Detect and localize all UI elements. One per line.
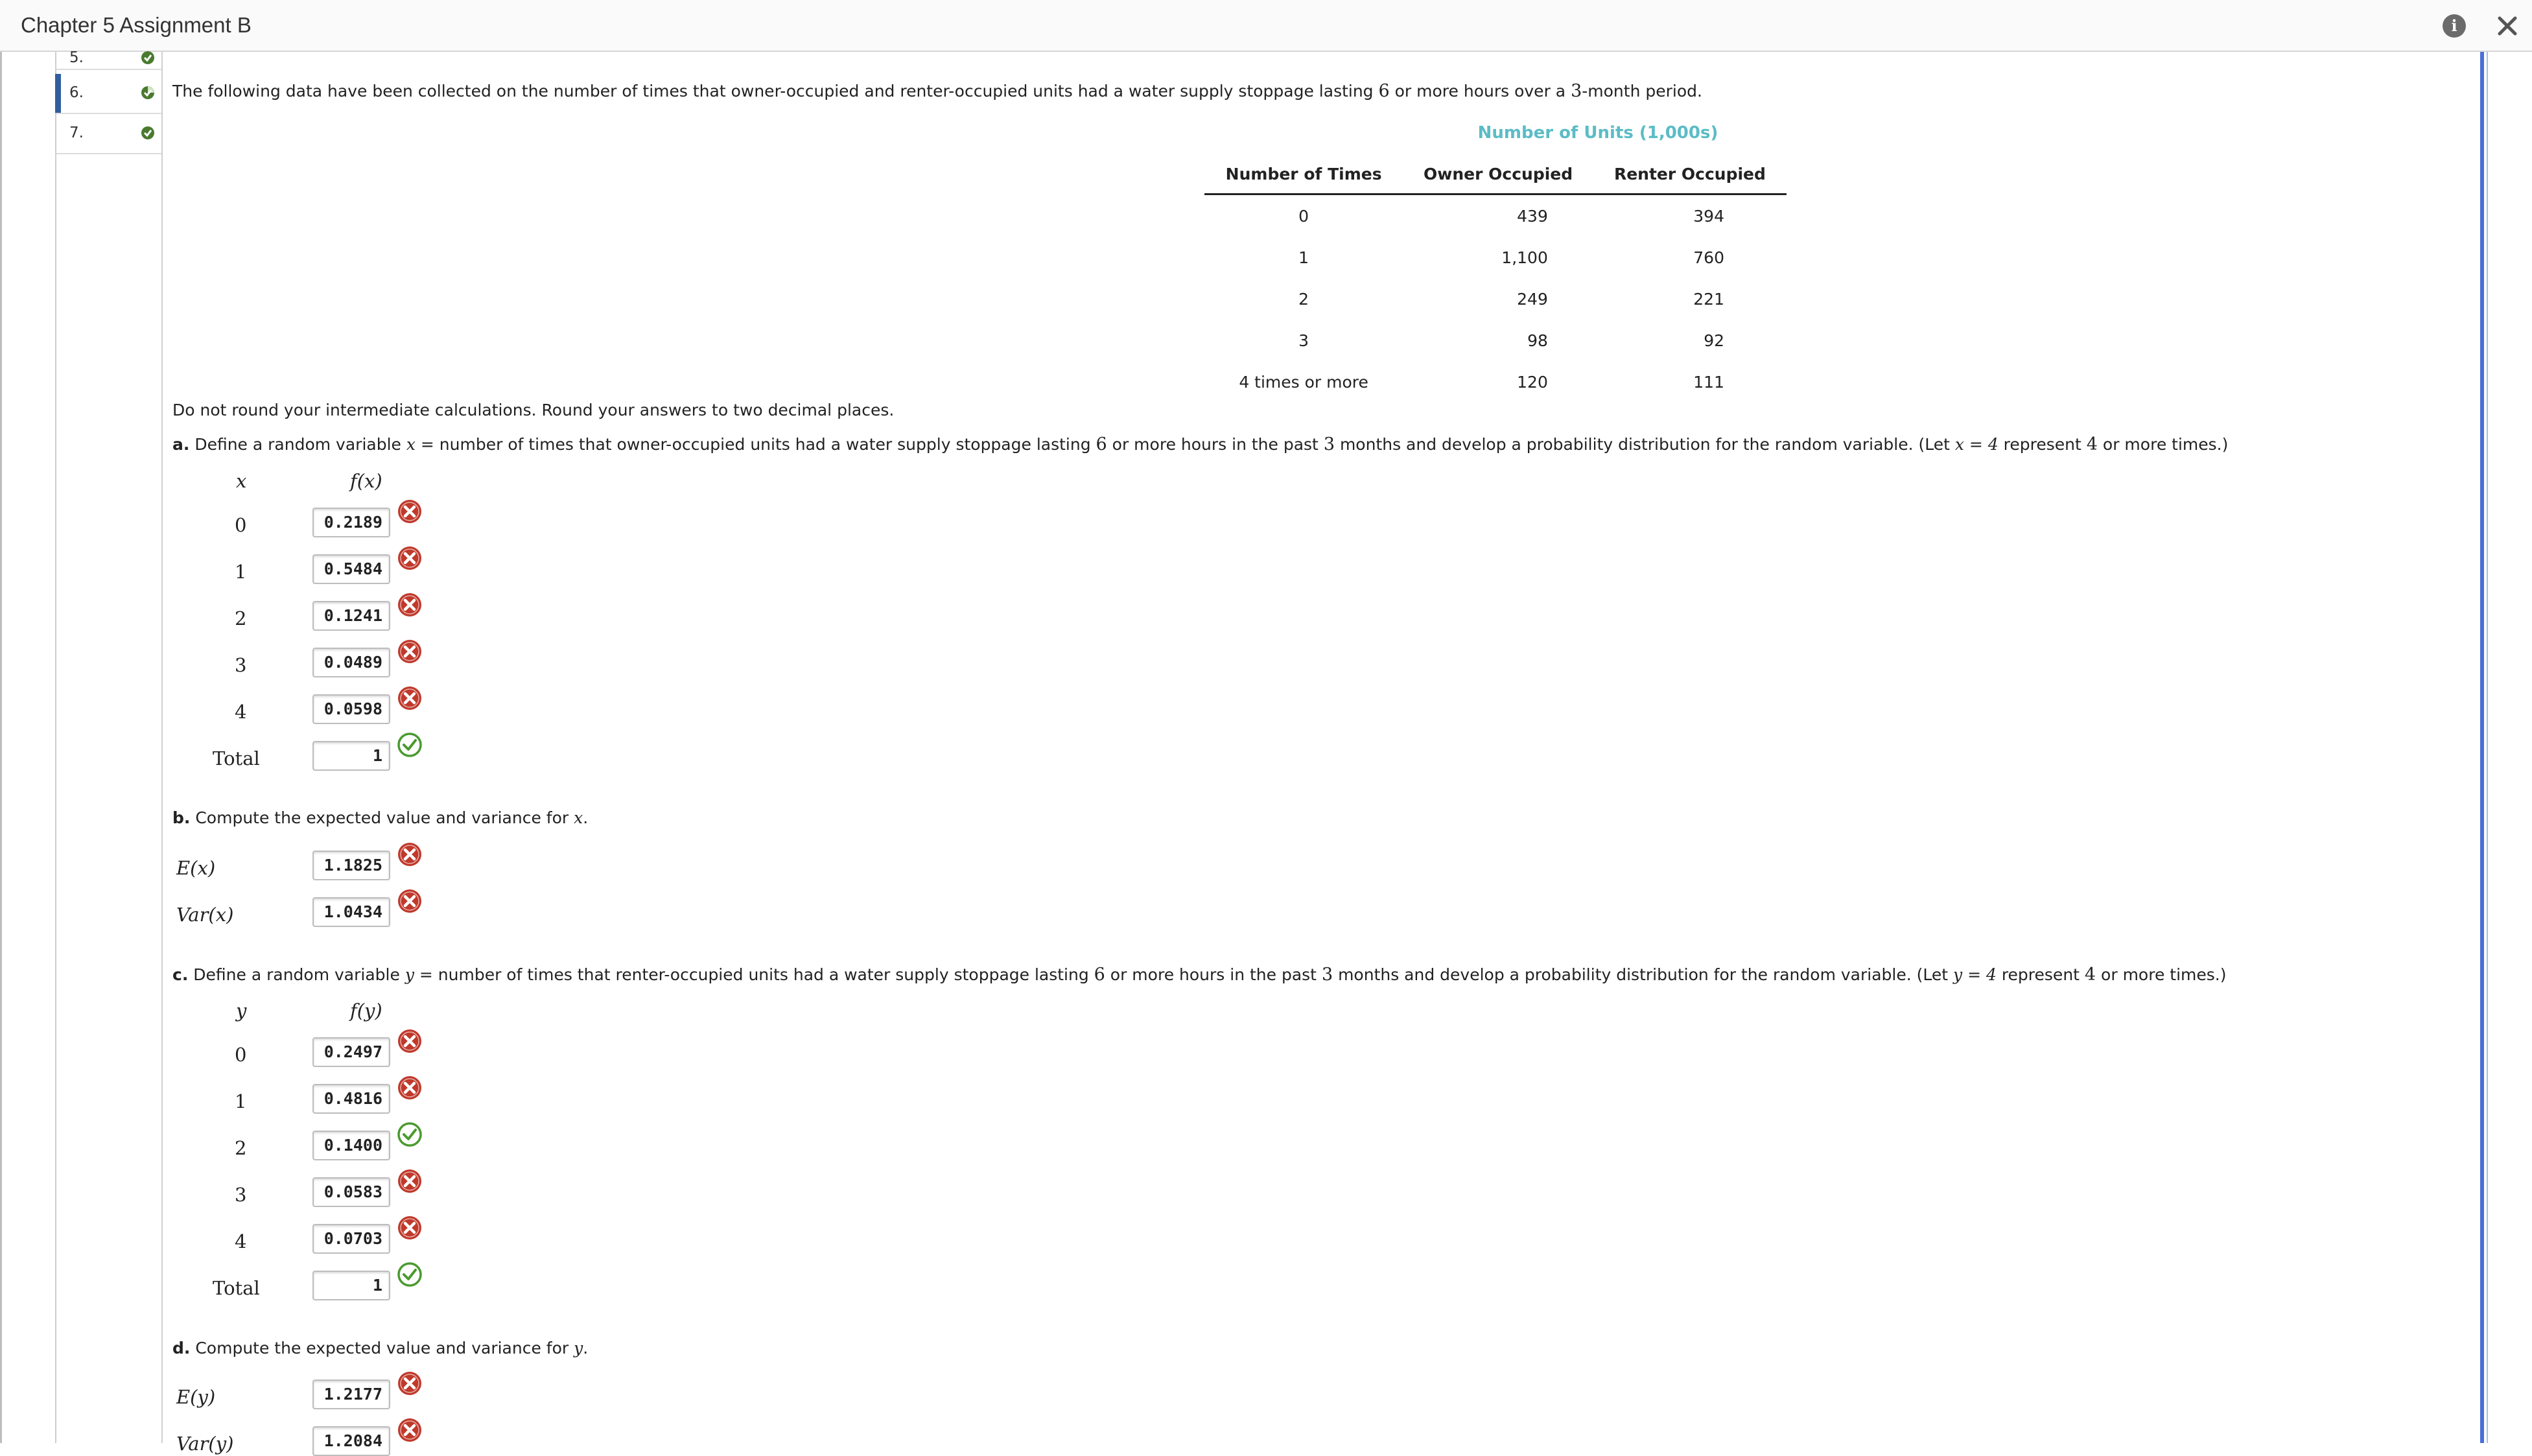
table-cell: 98 bbox=[1527, 331, 1548, 350]
row-label: 0 bbox=[235, 1044, 247, 1066]
table-caption: Number of Units (1,000s) bbox=[1477, 123, 1718, 143]
incorrect-x-icon bbox=[397, 1028, 423, 1054]
row-label: Total bbox=[213, 747, 260, 769]
part-c-prompt: c. Define a random variable y = number of times that renter-occupied units had a water supply stoppage lasting 6 or more hours in the past 3 months and develop a probability distribution for the random variable. (Let y = 4 represent 4 or more times.) bbox=[172, 965, 2227, 985]
table-row bbox=[1204, 361, 1787, 403]
answer-input[interactable]: 0.0703 bbox=[312, 1224, 390, 1254]
nav-item-7[interactable] bbox=[56, 114, 161, 154]
column-header: Number of Times bbox=[1204, 154, 1403, 194]
correct-check-icon bbox=[397, 732, 423, 758]
table-row bbox=[1204, 320, 1787, 361]
row-label: E(x) bbox=[176, 857, 216, 879]
complete-check-icon bbox=[141, 126, 155, 140]
answer-input[interactable]: 1.2177 bbox=[312, 1380, 390, 1409]
answer-input[interactable]: 0.2189 bbox=[312, 508, 390, 537]
row-label: 3 bbox=[235, 654, 247, 676]
question-nav bbox=[55, 49, 163, 1443]
instructions: Do not round your intermediate calculations. Round your answers to two decimal places. bbox=[172, 401, 895, 419]
row-label: 3 bbox=[235, 1184, 247, 1206]
incorrect-x-icon bbox=[397, 499, 423, 524]
column-label-fy: f(y) bbox=[350, 1000, 382, 1022]
info-icon[interactable]: i bbox=[2443, 14, 2466, 38]
part-b-prompt: b. Compute the expected value and variance for x. bbox=[172, 808, 589, 827]
answer-input[interactable]: 0.1241 bbox=[312, 601, 390, 631]
nav-item-5[interactable] bbox=[56, 30, 161, 70]
part-a-prompt: a. Define a random variable x = number of times that owner-occupied units had a water supply stoppage lasting 6 or more hours in the past 3 months and develop a probability distribution for the random variable. (Let x = 4 represent 4 or more times.) bbox=[172, 434, 2229, 454]
table-cell: 1 bbox=[1298, 248, 1309, 267]
table-cell: 120 bbox=[1517, 372, 1548, 392]
column-label-fx: f(x) bbox=[350, 470, 382, 492]
incorrect-x-icon bbox=[397, 592, 423, 618]
incorrect-x-icon bbox=[397, 1370, 423, 1396]
answer-input[interactable]: 1 bbox=[312, 741, 390, 771]
question-intro: The following data have been collected on the number of times that owner-occupied and renter-occupied units had a water supply stoppage lasting 6 or more hours over a 3-month period. bbox=[172, 81, 1702, 101]
nav-item-label: 6. bbox=[69, 84, 84, 101]
answer-input[interactable]: 0.2497 bbox=[312, 1037, 390, 1067]
data-table bbox=[1204, 154, 1787, 403]
correct-check-icon bbox=[397, 1262, 423, 1287]
table-cell: 760 bbox=[1693, 248, 1724, 267]
part-d-prompt: d. Compute the expected value and variance for y. bbox=[172, 1339, 589, 1357]
table-row bbox=[1204, 194, 1787, 237]
answer-input[interactable]: 0.0598 bbox=[312, 694, 390, 724]
nav-item-label: 7. bbox=[69, 124, 84, 141]
title-bar bbox=[0, 0, 2532, 52]
answer-input[interactable]: 0.0489 bbox=[312, 648, 390, 677]
column-label-y: y bbox=[236, 1000, 247, 1022]
row-label: E(y) bbox=[176, 1386, 216, 1408]
table-cell: 249 bbox=[1517, 289, 1548, 309]
answer-input[interactable]: 1.1825 bbox=[312, 851, 390, 880]
row-label: 1 bbox=[235, 561, 247, 583]
table-cell: 92 bbox=[1704, 331, 1724, 350]
table-row bbox=[1204, 237, 1787, 278]
incorrect-x-icon bbox=[397, 1075, 423, 1101]
table-cell: 221 bbox=[1693, 289, 1724, 309]
row-label: 4 bbox=[235, 1230, 247, 1252]
row-label: 2 bbox=[235, 1137, 247, 1159]
nav-item-6[interactable] bbox=[56, 74, 161, 114]
incorrect-x-icon bbox=[397, 888, 423, 914]
nav-item-label: 5. bbox=[69, 49, 84, 66]
table-cell: 2 bbox=[1298, 289, 1309, 309]
table-cell: 394 bbox=[1693, 206, 1724, 226]
question-content bbox=[172, 52, 2474, 1455]
window-left-border bbox=[0, 52, 2, 1443]
table-cell: 3 bbox=[1298, 331, 1309, 350]
incorrect-x-icon bbox=[397, 545, 423, 571]
incorrect-x-icon bbox=[397, 841, 423, 867]
row-label: 0 bbox=[235, 514, 247, 536]
row-label: 1 bbox=[235, 1090, 247, 1112]
complete-check-icon bbox=[141, 51, 155, 65]
table-cell: 111 bbox=[1693, 372, 1724, 392]
answer-input[interactable]: 1.0434 bbox=[312, 897, 390, 927]
table-cell: 4 times or more bbox=[1239, 372, 1368, 392]
table-cell: 0 bbox=[1298, 206, 1309, 226]
incorrect-x-icon bbox=[397, 639, 423, 664]
table-cell: 1,100 bbox=[1501, 248, 1548, 267]
table-row bbox=[1204, 278, 1787, 320]
incorrect-x-icon bbox=[397, 685, 423, 711]
row-label: Var(x) bbox=[176, 904, 234, 926]
column-label-x: x bbox=[236, 470, 247, 492]
scrollbar[interactable] bbox=[2480, 52, 2484, 1443]
table-cell: 439 bbox=[1517, 206, 1548, 226]
column-header: Renter Occupied bbox=[1593, 154, 1787, 194]
answer-input[interactable]: 0.5484 bbox=[312, 554, 390, 584]
answer-input[interactable]: 0.4816 bbox=[312, 1084, 390, 1114]
correct-check-icon bbox=[397, 1121, 423, 1147]
partial-check-icon bbox=[141, 86, 155, 100]
window-title: Chapter 5 Assignment B bbox=[21, 13, 252, 37]
scrollbar-track bbox=[2487, 52, 2488, 1443]
row-label: Var(y) bbox=[176, 1433, 234, 1455]
column-header: Owner Occupied bbox=[1403, 154, 1593, 194]
row-label: 2 bbox=[235, 607, 247, 629]
incorrect-x-icon bbox=[397, 1215, 423, 1241]
answer-input[interactable]: 0.1400 bbox=[312, 1131, 390, 1160]
incorrect-x-icon bbox=[397, 1168, 423, 1194]
close-icon[interactable] bbox=[2494, 13, 2520, 39]
row-label: 4 bbox=[235, 701, 247, 723]
answer-input[interactable]: 1 bbox=[312, 1271, 390, 1300]
answer-input[interactable]: 0.0583 bbox=[312, 1177, 390, 1207]
answer-input[interactable]: 1.2084 bbox=[312, 1426, 390, 1456]
row-label: Total bbox=[213, 1277, 260, 1299]
incorrect-x-icon bbox=[397, 1417, 423, 1443]
